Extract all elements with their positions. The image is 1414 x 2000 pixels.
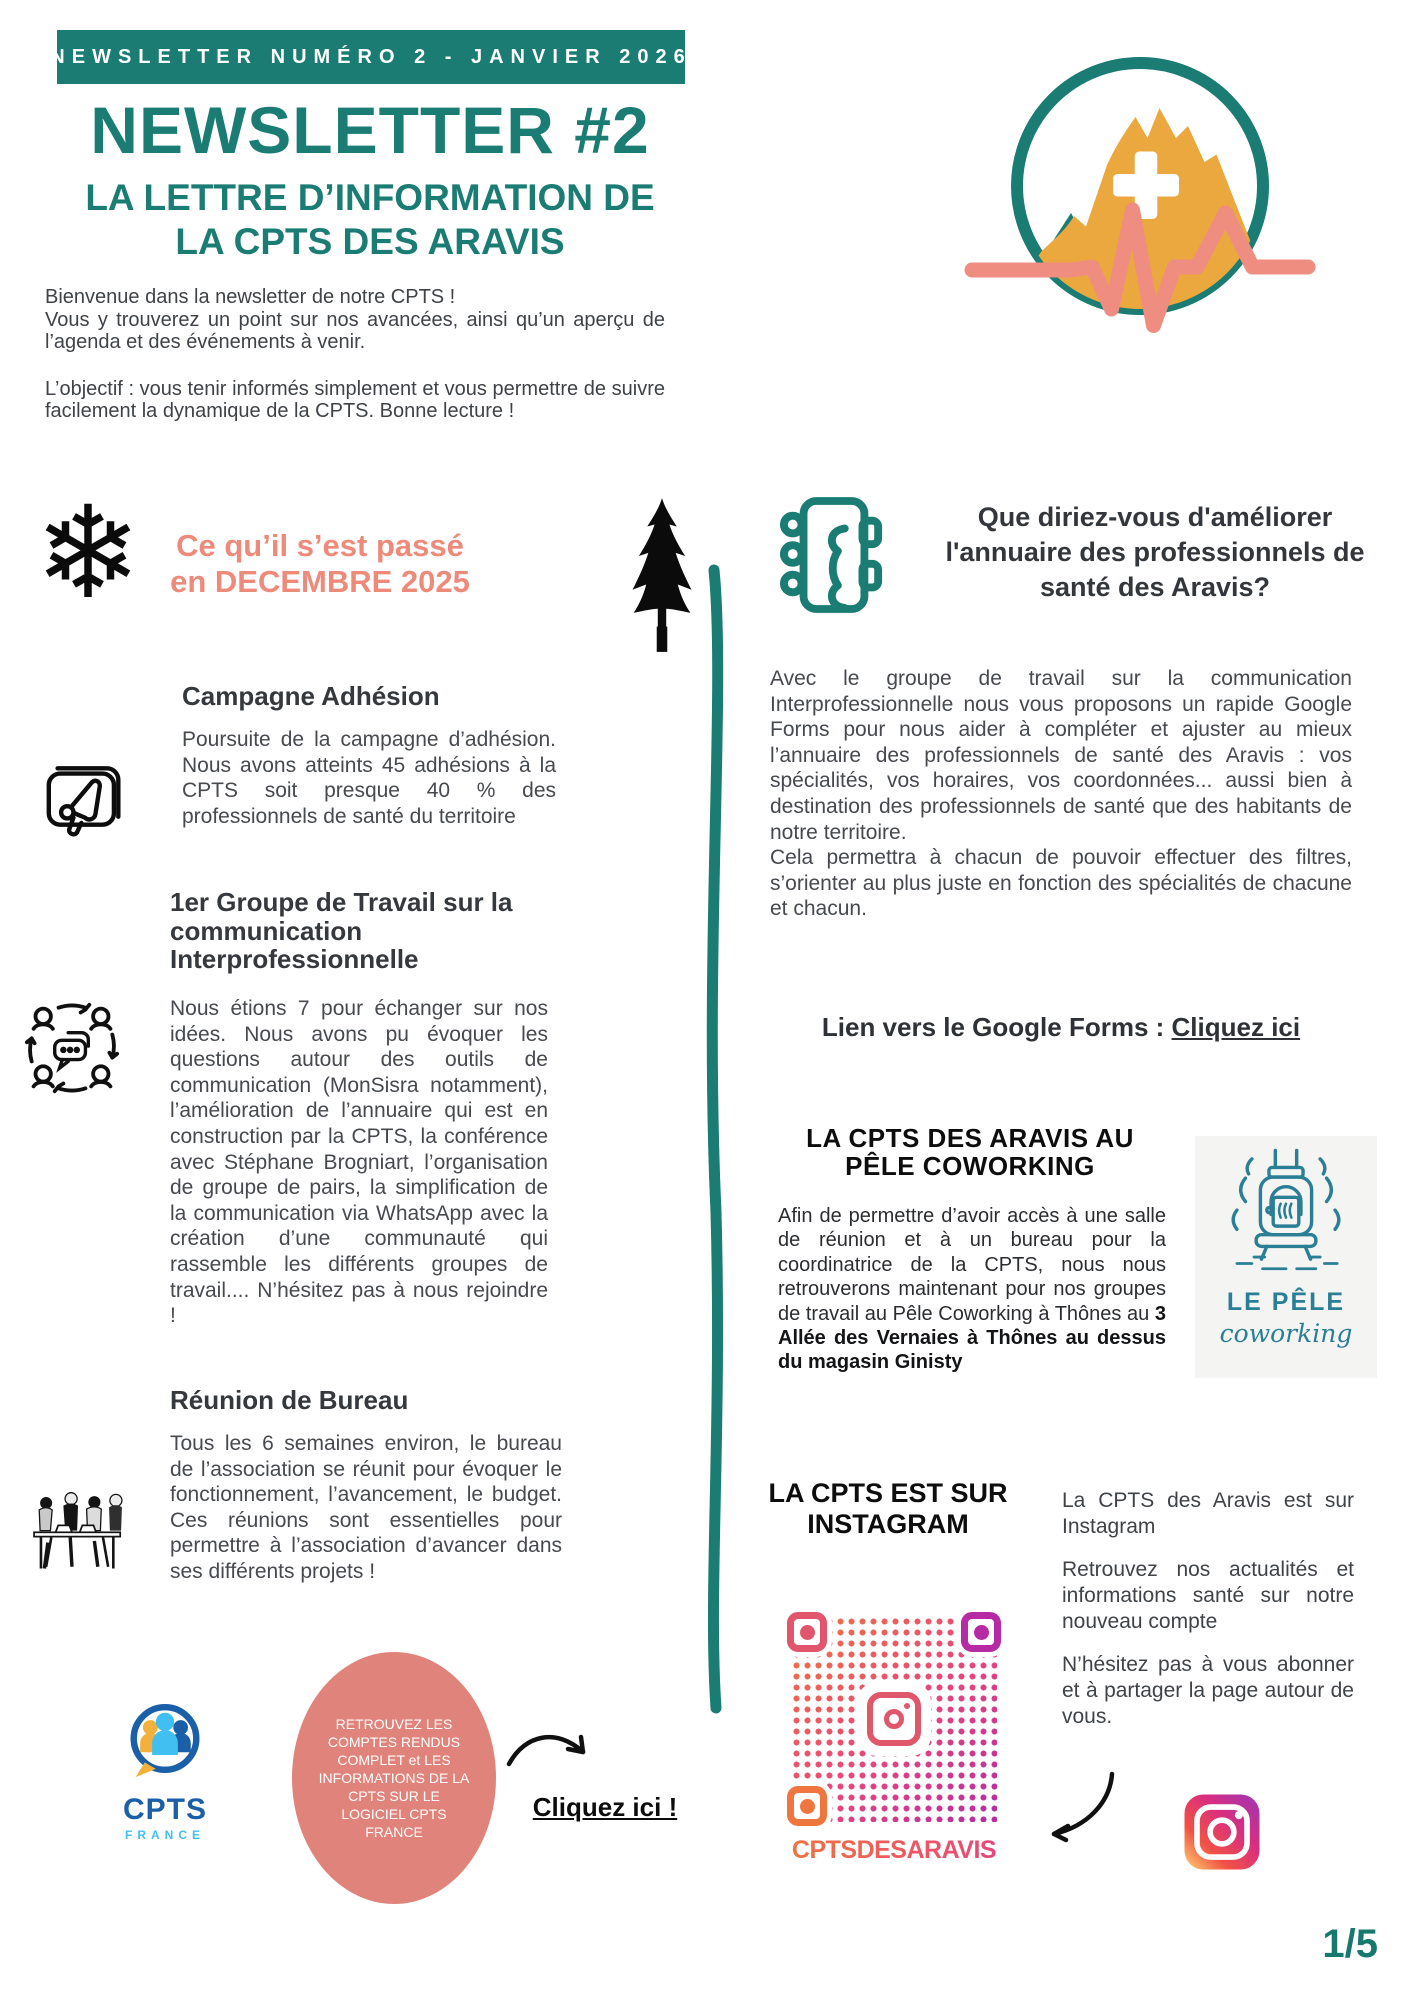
qr-finder-bottom-left (787, 1786, 827, 1826)
adhesion-section-title: Campagne Adhésion (182, 681, 440, 711)
annuaire-paragraph-2: Cela permettra à chacun de pouvoir effectuer des filtres, s’orienter au plus juste en fonction des spécialités de chacune et chacun. (770, 846, 1352, 921)
banner-text: NEWSLETTER NUMÉRO 2 - JANVIER 2026 (50, 45, 692, 68)
top-banner (50, 30, 692, 84)
annuaire-section-title: Que diriez-vous d'améliorer l'annuaire des professionnels de santé des Aravis? (945, 502, 1365, 602)
cpts-france-subtext: FRANCE (125, 1828, 205, 1842)
page-title: NEWSLETTER #2 (90, 93, 650, 167)
cpts-france-callout-bubble (292, 1652, 496, 1904)
cpts-aravis-logo (950, 30, 1330, 360)
pele-wordmark-script: coworking (1219, 1319, 1353, 1348)
instagram-paragraph-2: Retrouvez nos actualités et informations santé sur notre nouveau compte (1062, 1558, 1354, 1633)
google-forms-link[interactable]: Cliquez ici (1171, 1012, 1301, 1042)
instagram-icon (1182, 1792, 1262, 1872)
curved-arrow-icon (505, 1722, 593, 1778)
pele-address-bold: 3 Allée des Vernaies à Thônes au dessus du magasin Ginisty (778, 1302, 1166, 1374)
megaphone-icon (40, 756, 128, 844)
wood-stove-icon (1222, 1144, 1350, 1272)
mountain-cross-pulse-icon (950, 30, 1330, 360)
qr-center-camera-icon (863, 1688, 925, 1750)
team-meeting-illustration (22, 1478, 134, 1578)
cliquez-ici-link[interactable]: Cliquez ici ! (532, 1792, 678, 1822)
callout-text: RETROUVEZ LES COMPTES RENDUS COMPLET et LES INFORMATIONS DE LA CPTS SUR LE LOGICIEL CPTS FRANCE (318, 1716, 470, 1840)
annuaire-paragraph-1: Avec le groupe de travail sur la communication Interprofessionnelle nous vous proposons un rapide Google Forms pour nous aider à compléter et ajuster au mieux l’annuaire des professionnels de santé des Aravis : vos spécialités, vos horaires, vos coordonnées... aussi bien à destination des professionnels de santé que des habitants de notre territoire. (770, 667, 1352, 844)
qr-handle-caption: CPTSDESARAVIS (787, 1836, 1001, 1865)
cpts-france-wordmark: CPTS (122, 1793, 207, 1826)
intro-text (45, 286, 665, 423)
pele-section-title: LA CPTS DES ARAVIS AU PÊLE COWORKING (806, 1123, 1134, 1181)
qr-finder-top-right (961, 1612, 1001, 1652)
instagram-qr-code (787, 1612, 1001, 1826)
adhesion-section-body: Poursuite de la campagne d’adhésion. Nous avons atteints 45 adhésions à la CPTS soit presque 40 % des professionnels de santé du territoire (182, 728, 556, 828)
google-forms-line (770, 1012, 1352, 1043)
column-divider (696, 562, 736, 1717)
pine-tree-icon (622, 496, 702, 654)
subtitle-line1: LA LETTRE D’INFORMATION DE (85, 177, 655, 218)
instagram-section-body (1062, 1488, 1354, 1747)
snowflake-icon: ❄ (34, 482, 142, 625)
google-forms-label: Lien vers le Google Forms : (821, 1012, 1172, 1042)
instagram-paragraph-3: N’hésitez pas à vous abonner et à partager la page autour de vous. (1062, 1653, 1354, 1728)
pele-section-body (778, 1204, 1166, 1375)
curved-arrow-icon (1042, 1768, 1122, 1848)
cpts-france-emblem-icon (119, 1698, 211, 1790)
cpts-france-logo (110, 1698, 220, 1842)
groupe-section-body: Nous étions 7 pour échanger sur nos idées. Nous avons pu évoquer les questions autour des outils de communication (MonSisra notamment), l’amélioration de l’annuaire qui est en construction par la CPTS, la conférence avec Stéphane Brogniart, l’organisation de groupe de pairs, la simplification de la communication via WhatsApp avec la création d’une communauté qui rassemble les différents groupes de travail.... N’hésitez pas à nous rejoindre ! (170, 997, 548, 1328)
pele-wordmark: LE PÊLE (1226, 1288, 1346, 1316)
phonebook-icon (778, 488, 886, 622)
qr-finder-top-left (787, 1612, 827, 1652)
page-number: 1/5 (1322, 1922, 1378, 1966)
group-discussion-icon (24, 1000, 120, 1096)
instagram-paragraph-1: La CPTS des Aravis est sur Instagram (1062, 1489, 1354, 1538)
december-section-title: Ce qu’il s’est passé en DECEMBRE 2025 (170, 528, 470, 599)
page-subtitle (30, 176, 710, 264)
subtitle-line2: LA CPTS DES ARAVIS (175, 221, 565, 262)
pele-body-text: Afin de permettre d’avoir accès à une salle de réunion et à un bureau pour la coordinatrice de la CPTS, nous nous retrouverons maintenant pour nos groupes de travail au Pêle Coworking à Thônes au (778, 1205, 1166, 1325)
groupe-section-title: 1er Groupe de Travail sur la communication Interprofessionnelle (170, 887, 513, 974)
intro-paragraph-1: Vous y trouverez un point sur nos avancées, ainsi qu’un aperçu de l’agenda et des événements à venir. (45, 308, 665, 353)
instagram-section-title: LA CPTS EST SUR INSTAGRAM (768, 1478, 1008, 1539)
pele-coworking-logo (1195, 1136, 1377, 1378)
intro-paragraph-2: L’objectif : vous tenir informés simplement et vous permettre de suivre facilement la dynamique de la CPTS. Bonne lecture ! (45, 377, 665, 422)
bureau-section-body: Tous les 6 semaines environ, le bureau de l’association se réunit pour évoquer le fonctionnement, l’avancement, le budget. Ces réunions sont essentielles pour permettre à l’association d’avancer dans ses différents projets ! (170, 1432, 562, 1583)
bureau-section-title: Réunion de Bureau (170, 1385, 409, 1415)
annuaire-section-body (770, 666, 1352, 922)
intro-line: Bienvenue dans la newsletter de notre CPTS ! (45, 286, 456, 308)
